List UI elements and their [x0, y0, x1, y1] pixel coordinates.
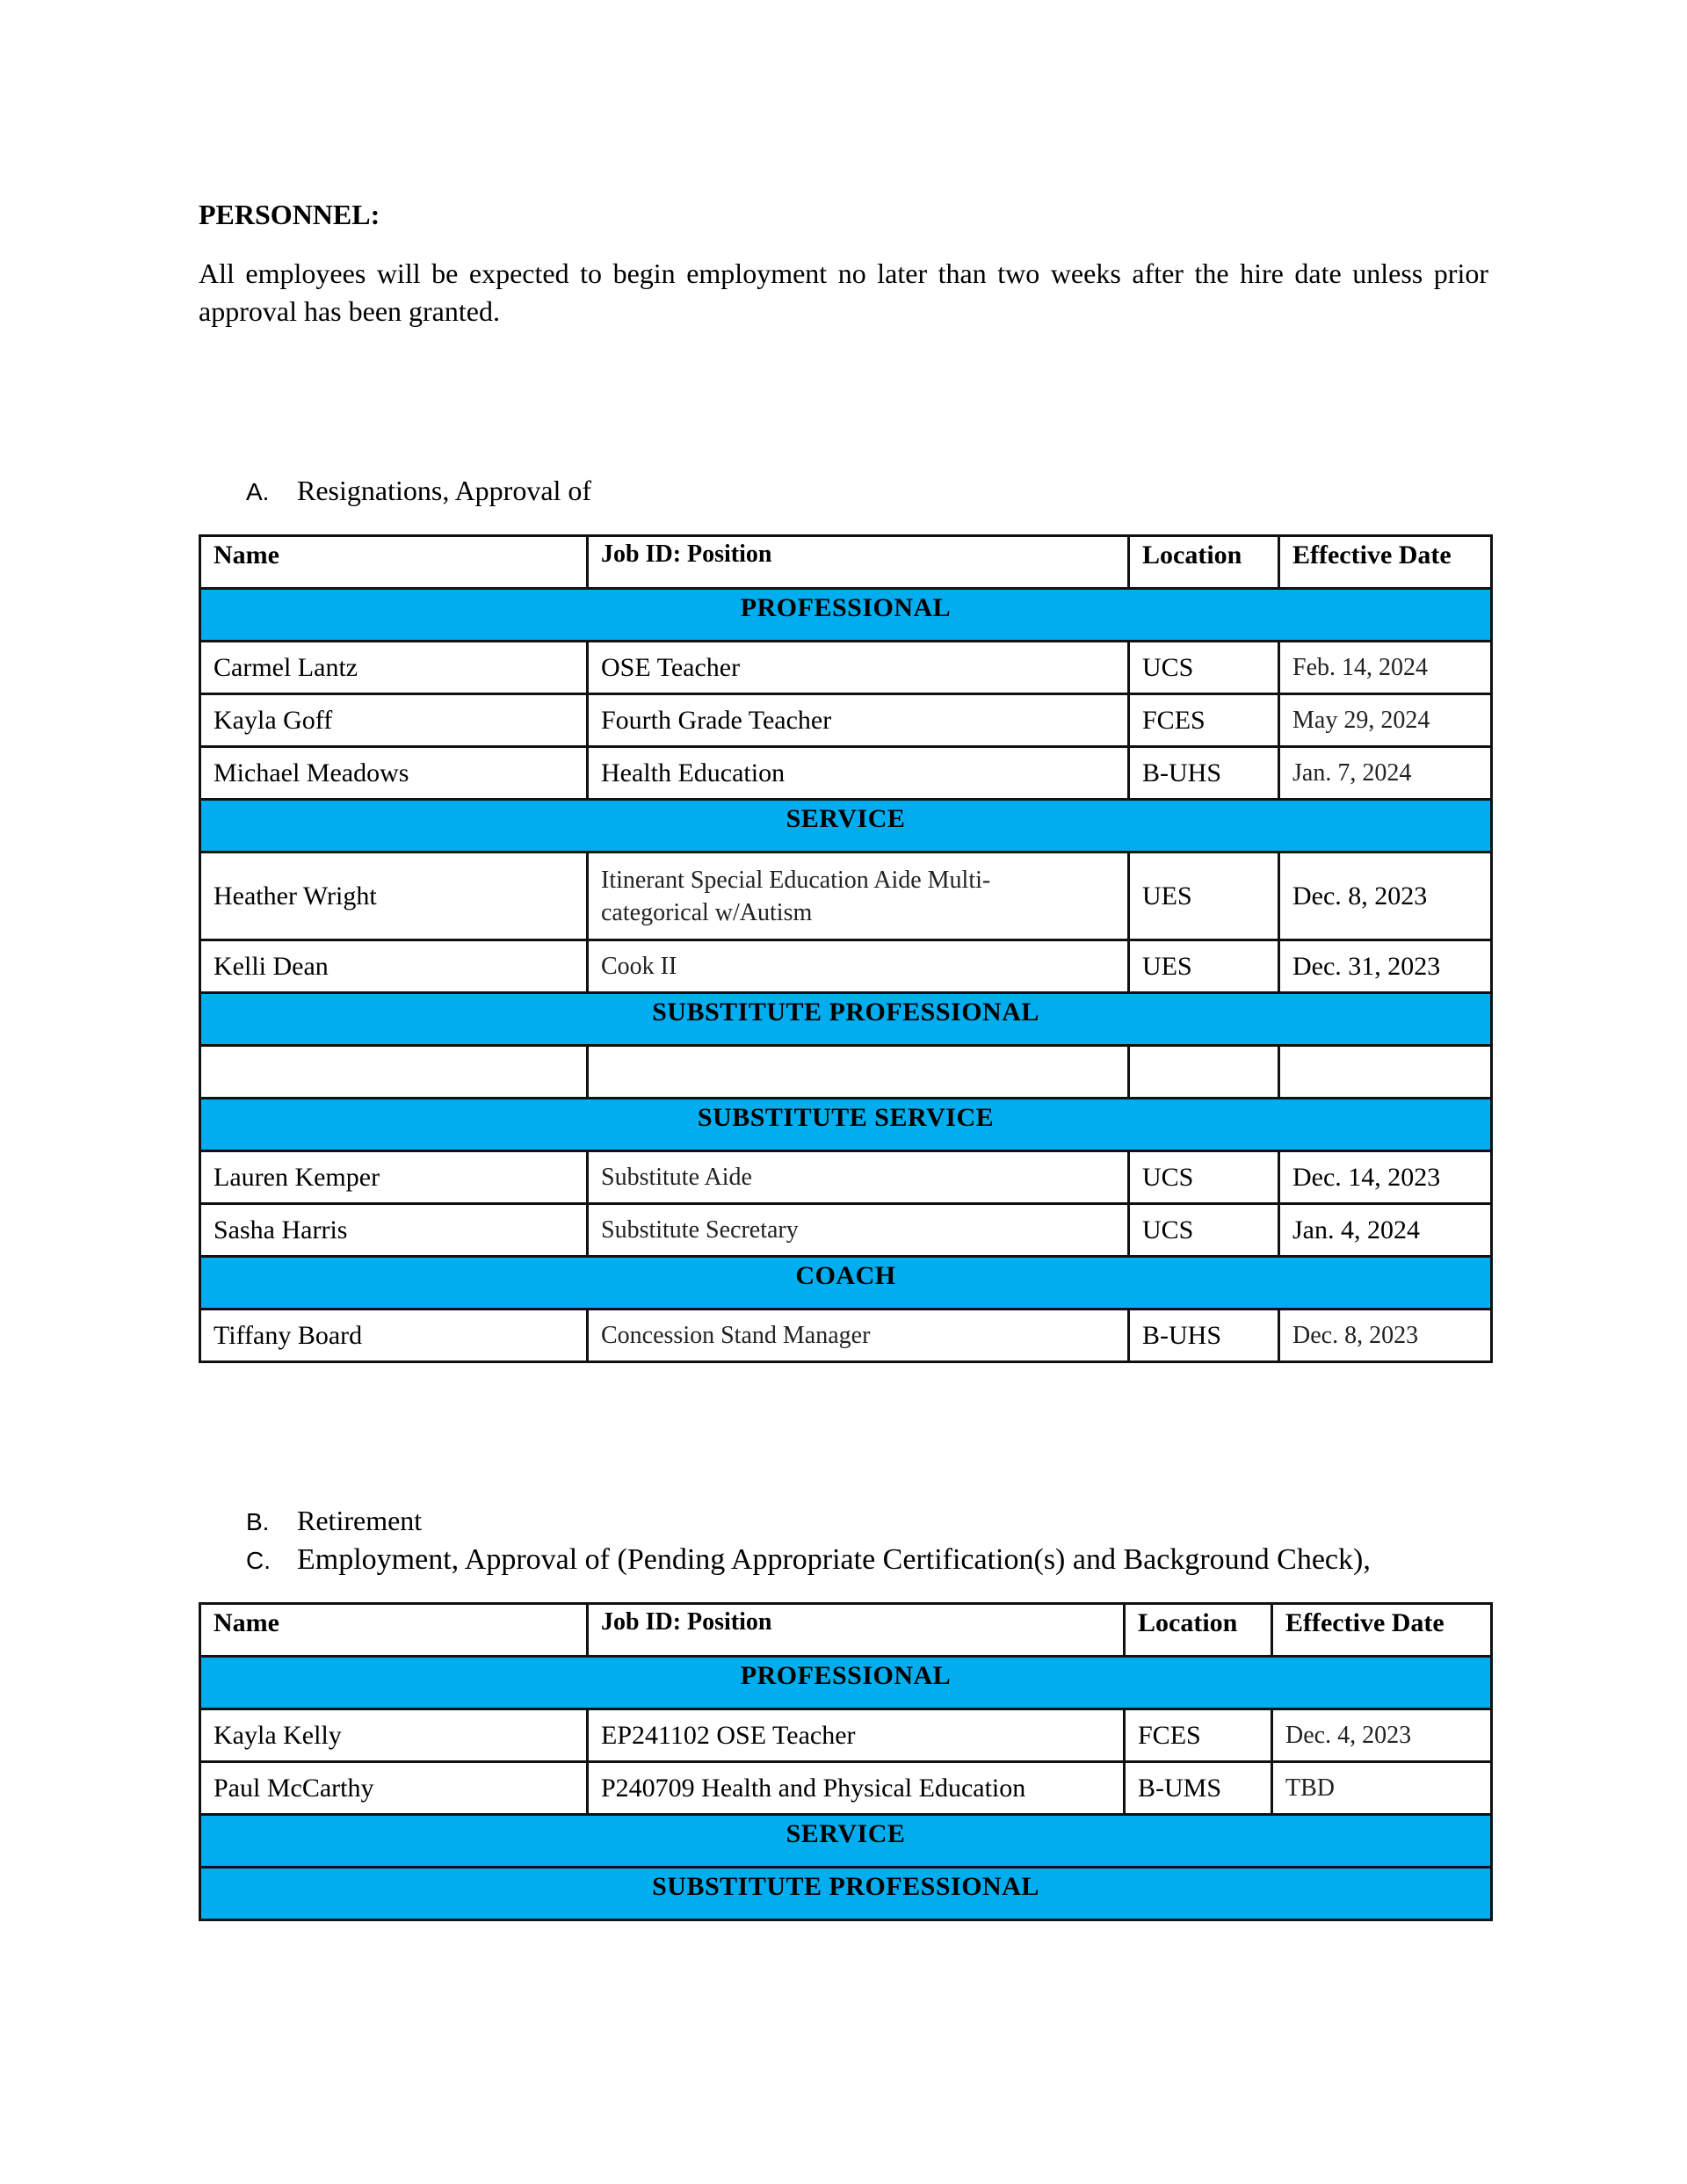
category-label: SUBSTITUTE PROFESSIONAL — [200, 993, 1492, 1046]
header-location: Location — [1125, 1604, 1272, 1657]
cell-location: B-UHS — [1129, 1310, 1279, 1362]
cell-position — [588, 1046, 1129, 1099]
cell-location: UES — [1129, 940, 1279, 993]
cell-name: Paul McCarthy — [200, 1762, 588, 1815]
cell-location: FCES — [1125, 1709, 1272, 1762]
cell-date: Jan. 7, 2024 — [1279, 747, 1492, 800]
cell-position: Concession Stand Manager — [588, 1310, 1129, 1362]
header-name: Name — [200, 1604, 588, 1657]
cell-name: Heather Wright — [200, 853, 588, 940]
cell-date: Dec. 8, 2023 — [1279, 853, 1492, 940]
category-row-service — [200, 1815, 1492, 1868]
cell-name — [200, 1046, 588, 1099]
employment-table — [199, 1602, 1493, 1921]
cell-position — [588, 853, 1129, 940]
cell-date: Dec. 31, 2023 — [1279, 940, 1492, 993]
category-row-professional — [200, 1657, 1492, 1709]
section-a-letter: A. — [246, 478, 270, 505]
category-row-coach — [200, 1257, 1492, 1310]
cell-location: FCES — [1129, 694, 1279, 747]
table-row — [200, 747, 1492, 800]
cell-name: Kayla Goff — [200, 694, 588, 747]
cell-position: Substitute Aide — [588, 1151, 1129, 1204]
table-row-empty — [200, 1046, 1492, 1099]
section-c-label — [246, 1542, 1371, 1578]
header-location: Location — [1129, 536, 1279, 589]
cell-date — [1279, 1046, 1492, 1099]
header-position: Job ID: Position — [588, 536, 1129, 589]
cell-date: Dec. 14, 2023 — [1279, 1151, 1492, 1204]
cell-name: Kayla Kelly — [200, 1709, 588, 1762]
cell-location: UES — [1129, 853, 1279, 940]
cell-position-line-1: Itinerant Special Education Aide Multi- — [601, 866, 991, 894]
cell-location: B-UMS — [1125, 1762, 1272, 1815]
table-header-row — [200, 536, 1492, 589]
category-row-service — [200, 800, 1492, 853]
cell-position-line-2: categorical w/Autism — [601, 898, 813, 926]
cell-position: Cook II — [588, 940, 1129, 993]
section-c-letter: C. — [246, 1547, 271, 1574]
cell-name: Tiffany Board — [200, 1310, 588, 1362]
table-row — [200, 940, 1492, 993]
category-label: SUBSTITUTE SERVICE — [200, 1099, 1492, 1151]
cell-date: Dec. 8, 2023 — [1279, 1310, 1492, 1362]
cell-position: EP241102 OSE Teacher — [588, 1709, 1125, 1762]
cell-name: Carmel Lantz — [200, 642, 588, 694]
cell-position: Substitute Secretary — [588, 1204, 1129, 1257]
cell-location: UCS — [1129, 642, 1279, 694]
page-heading: PERSONNEL: — [199, 199, 380, 230]
cell-location: UCS — [1129, 1204, 1279, 1257]
header-effective-date: Effective Date — [1279, 536, 1492, 589]
header-name: Name — [200, 536, 588, 589]
category-label: PROFESSIONAL — [200, 1657, 1492, 1709]
category-row-substitute-service — [200, 1099, 1492, 1151]
table-row — [200, 1310, 1492, 1362]
table-row — [200, 853, 1492, 940]
category-row-substitute-professional — [200, 993, 1492, 1046]
section-b-letter: B. — [246, 1508, 270, 1535]
cell-position: Health Education — [588, 747, 1129, 800]
cell-location: UCS — [1129, 1151, 1279, 1204]
table-row — [200, 1151, 1492, 1204]
category-label: SERVICE — [200, 800, 1492, 853]
cell-name: Kelli Dean — [200, 940, 588, 993]
cell-name: Sasha Harris — [200, 1204, 588, 1257]
table-row — [200, 1709, 1492, 1762]
cell-name: Lauren Kemper — [200, 1151, 588, 1204]
cell-position: Fourth Grade Teacher — [588, 694, 1129, 747]
header-position: Job ID: Position — [588, 1604, 1125, 1657]
cell-location — [1129, 1046, 1279, 1099]
category-label: SERVICE — [200, 1815, 1492, 1868]
table-row — [200, 1204, 1492, 1257]
cell-date: Jan. 4, 2024 — [1279, 1204, 1492, 1257]
table-row — [200, 694, 1492, 747]
section-b-title: Retirement — [297, 1505, 423, 1536]
section-b-label — [246, 1503, 422, 1540]
cell-position: OSE Teacher — [588, 642, 1129, 694]
table-row — [200, 642, 1492, 694]
section-c-title: Employment, Approval of (Pending Appropriate Certification(s) and Background Check), — [297, 1543, 1371, 1576]
header-effective-date: Effective Date — [1272, 1604, 1492, 1657]
category-row-professional — [200, 589, 1492, 642]
table-row — [200, 1762, 1492, 1815]
category-label: COACH — [200, 1257, 1492, 1310]
cell-date: TBD — [1272, 1762, 1492, 1815]
section-a-title: Resignations, Approval of — [297, 475, 592, 506]
cell-name: Michael Meadows — [200, 747, 588, 800]
intro-paragraph: All employees will be expected to begin employment no later than two weeks after the hire date unless prior approval has been granted. — [199, 258, 1488, 327]
category-label: PROFESSIONAL — [200, 589, 1492, 642]
cell-date: Feb. 14, 2024 — [1279, 642, 1492, 694]
category-row-substitute-professional — [200, 1868, 1492, 1920]
cell-date: May 29, 2024 — [1279, 694, 1492, 747]
section-a-label — [246, 473, 591, 510]
cell-position: P240709 Health and Physical Education — [588, 1762, 1125, 1815]
cell-date: Dec. 4, 2023 — [1272, 1709, 1492, 1762]
cell-location: B-UHS — [1129, 747, 1279, 800]
category-label: SUBSTITUTE PROFESSIONAL — [200, 1868, 1492, 1920]
table-header-row — [200, 1604, 1492, 1657]
resignations-table — [199, 534, 1493, 1363]
